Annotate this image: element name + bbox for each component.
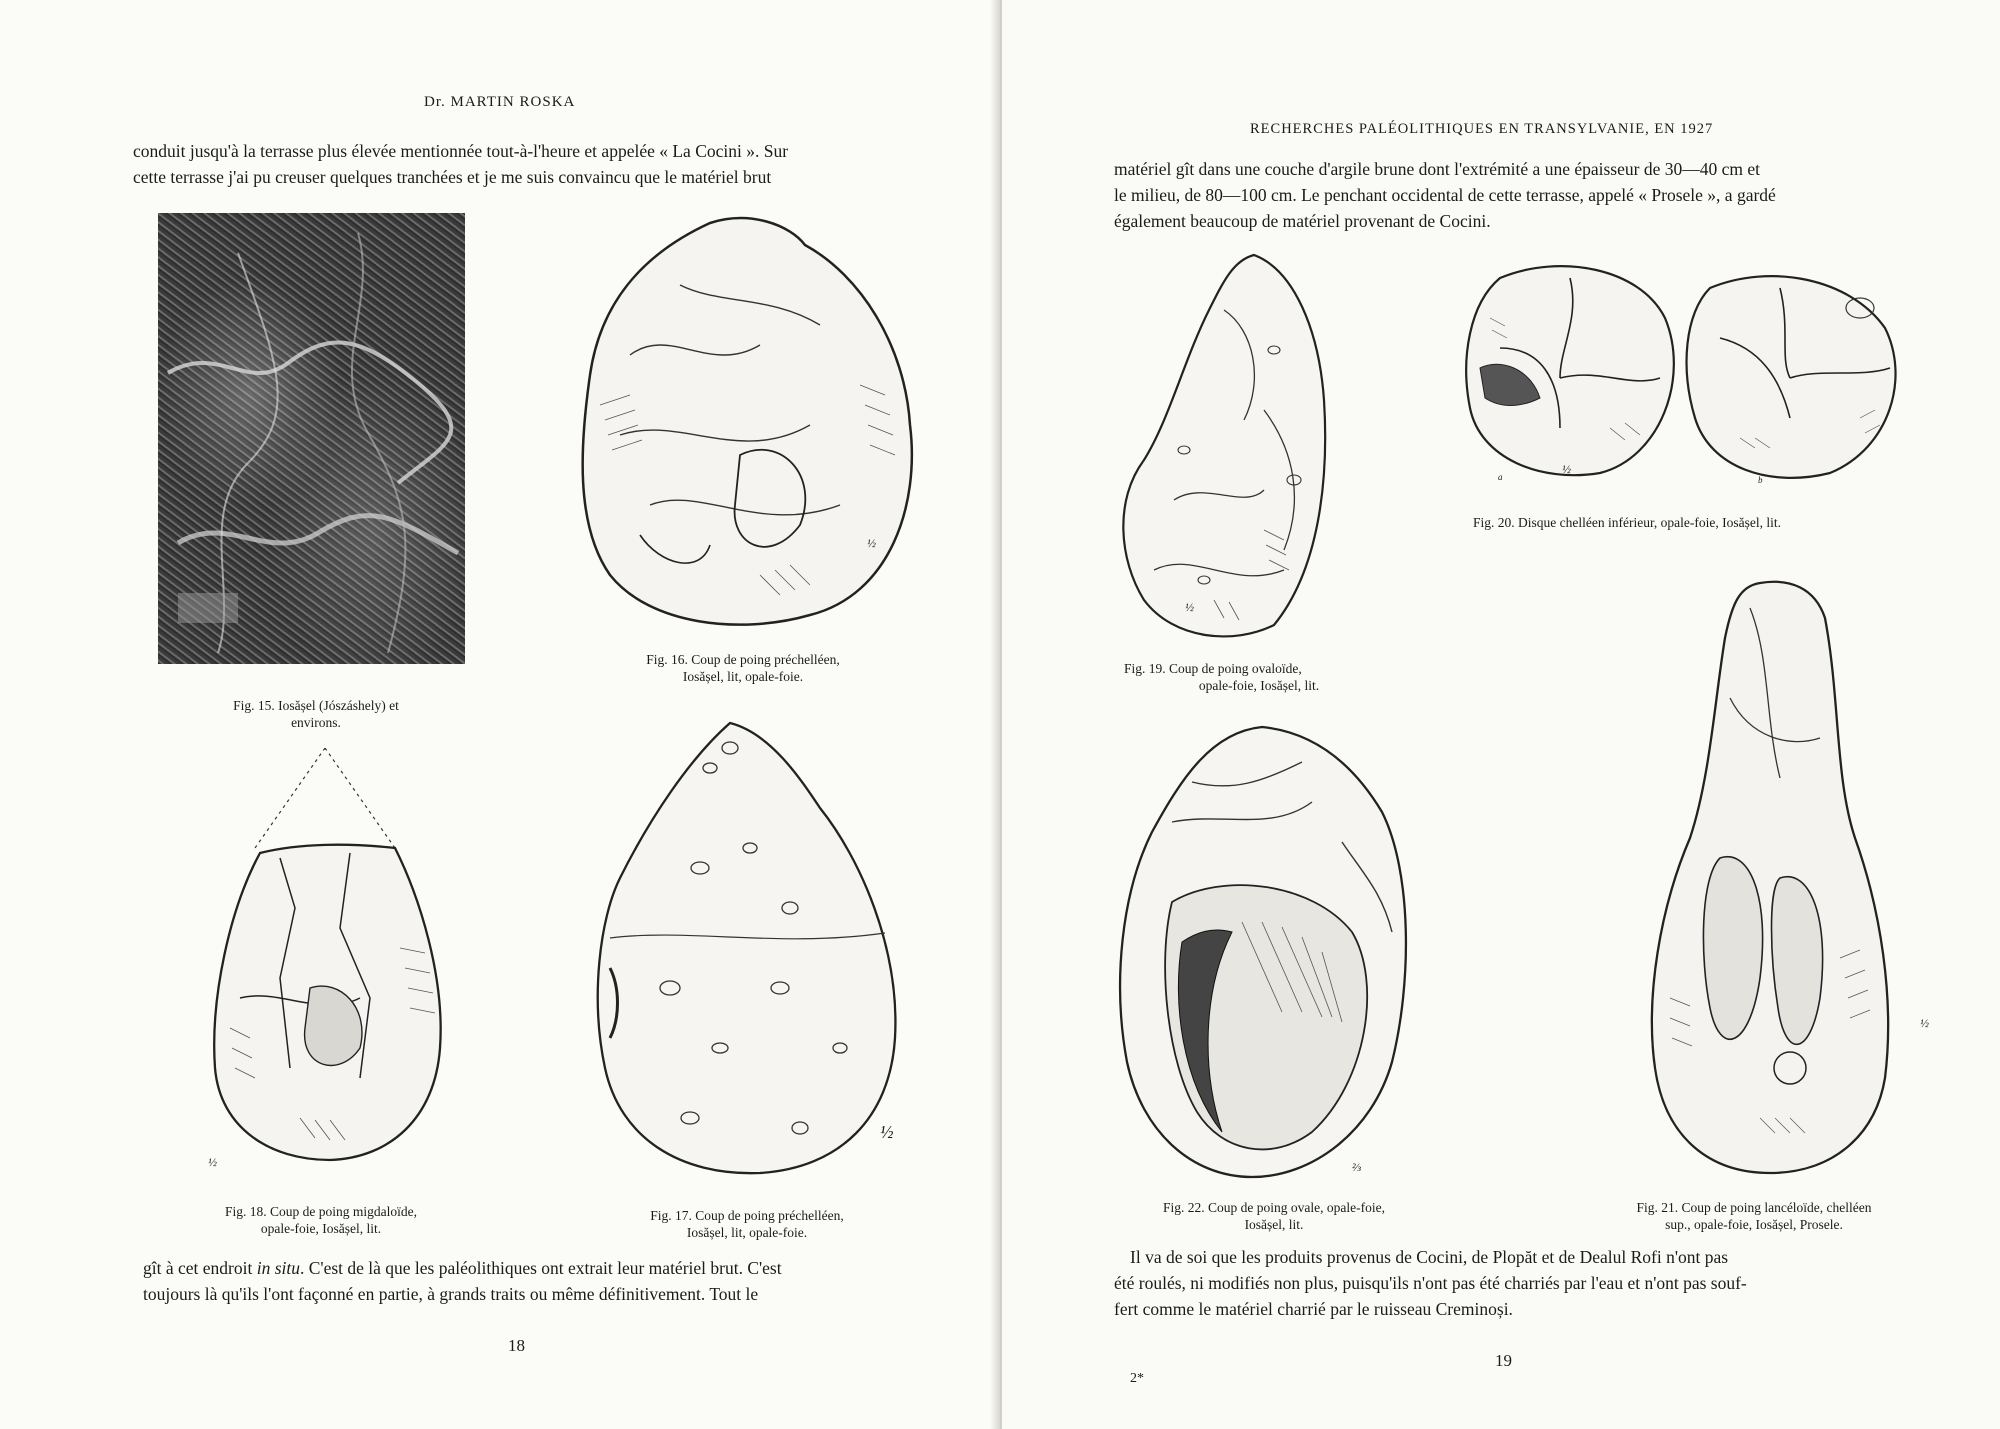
fig19-hand-axe-illustration — [1114, 250, 1344, 645]
fig20-label-a: a — [1498, 472, 1503, 482]
fig21-caption-line: Fig. 21. Coup de poing lancéloïde, chelléen — [1636, 1200, 1872, 1215]
body-line: Il va de soi que les produits provenus de Cocini, de Plopăt et de Dealul Rofi n'ont pas — [1130, 1247, 1729, 1267]
fig22-scale-mark: ⅔ — [1352, 1160, 1361, 1174]
fig19-caption-line: opale-foie, Iosășel, lit. — [1198, 678, 1320, 693]
left-page — [0, 0, 998, 1429]
running-head: Dr. MARTIN ROSKA — [424, 94, 576, 110]
fig18-caption-line: Fig. 18. Coup de poing migdaloïde, — [225, 1204, 417, 1219]
fig19-scale-mark: ½ — [1185, 600, 1194, 614]
fig17-caption-line: Fig. 17. Coup de poing préchelléen, — [650, 1208, 844, 1223]
right-page — [1002, 0, 2000, 1429]
body-line: été roulés, ni modifiés non plus, puisqu'ils n'ont pas été charriés par l'eau et n'ont pas souf- — [1114, 1273, 1747, 1293]
fig20-scale-mark: ½ — [1562, 462, 1571, 476]
page-number: 18 — [508, 1336, 525, 1355]
fig17-scale-mark: ½ — [880, 1122, 894, 1142]
fig20-label-b: b — [1758, 475, 1763, 485]
fig20-caption: Fig. 20. Disque chelléen inférieur, opale-foie, Iosășel, lit. — [1473, 515, 1781, 530]
body-text-italic: in situ — [256, 1258, 300, 1278]
body-line: matériel gît dans une couche d'argile brune dont l'extrémité a une épaisseur de 30—40 cm et — [1114, 159, 1760, 179]
fig18-caption-line: opale-foie, Iosășel, lit. — [260, 1221, 382, 1236]
body-text-span: . C'est de là que les paléolithiques ont extrait leur matériel brut. C'est — [300, 1258, 782, 1278]
body-text-span: gît à cet endroit — [143, 1258, 257, 1278]
fig22-caption-line: Fig. 22. Coup de poing ovale, opale-foie, — [1163, 1200, 1385, 1215]
fig20-disc-illustration — [1460, 258, 1910, 488]
running-head: RECHERCHES PALÉOLITHIQUES EN TRANSYLVANIE, EN 1927 — [1250, 121, 1714, 137]
fig17-hand-axe-illustration — [580, 718, 910, 1180]
fig21-hand-axe-illustration — [1640, 578, 1910, 1178]
body-line — [143, 1255, 782, 1281]
body-line: fert comme le matériel charrié par le ruisseau Creminoși. — [1114, 1299, 1513, 1319]
body-line: toujours là qu'ils l'ont façonné en partie, à grands traits ou même définitivement. Tout le — [143, 1284, 759, 1304]
body-line: le milieu, de 80—100 cm. Le penchant occidental de cette terrasse, appelé « Prosele », a gardé — [1114, 185, 1776, 205]
fig16-hand-axe-illustration — [560, 205, 930, 640]
fig19-caption-line: Fig. 19. Coup de poing ovaloïde, — [1124, 661, 1302, 676]
body-line: également beaucoup de matériel provenant de Cocini. — [1114, 211, 1491, 231]
body-line: cette terrasse j'ai pu creuser quelques tranchées et je me suis convaincu que le matériel brut — [133, 167, 772, 187]
fig16-caption-line: Fig. 16. Coup de poing préchelléen, — [646, 652, 840, 667]
fig21-scale-mark: ½ — [1920, 1016, 1929, 1030]
fig22-caption-line: Iosășel, lit. — [1244, 1217, 1304, 1232]
signature-mark: 2* — [1130, 1371, 1144, 1386]
fig22-hand-axe-illustration — [1112, 722, 1412, 1190]
fig15-caption-line: environs. — [291, 715, 341, 730]
fig15-map-image — [158, 213, 465, 664]
fig16-caption-line: Iosășel, lit, opale-foie. — [682, 669, 804, 684]
fig21-caption-line: sup., opale-foie, Iosășel, Prosele. — [1665, 1217, 1843, 1232]
fig17-caption-line: Iosășel, lit, opale-foie. — [686, 1225, 808, 1240]
fig18-scale-mark: ½ — [208, 1155, 217, 1169]
page-number: 19 — [1495, 1351, 1512, 1370]
fig18-hand-axe-illustration — [200, 748, 455, 1168]
body-line: conduit jusqu'à la terrasse plus élevée mentionnée tout-à-l'heure et appelée « La Cocini ». Sur — [133, 141, 789, 161]
fig15-caption-line: Fig. 15. Iosășel (Jószáshely) et — [233, 698, 399, 713]
fig16-scale-mark: ½ — [867, 536, 876, 550]
